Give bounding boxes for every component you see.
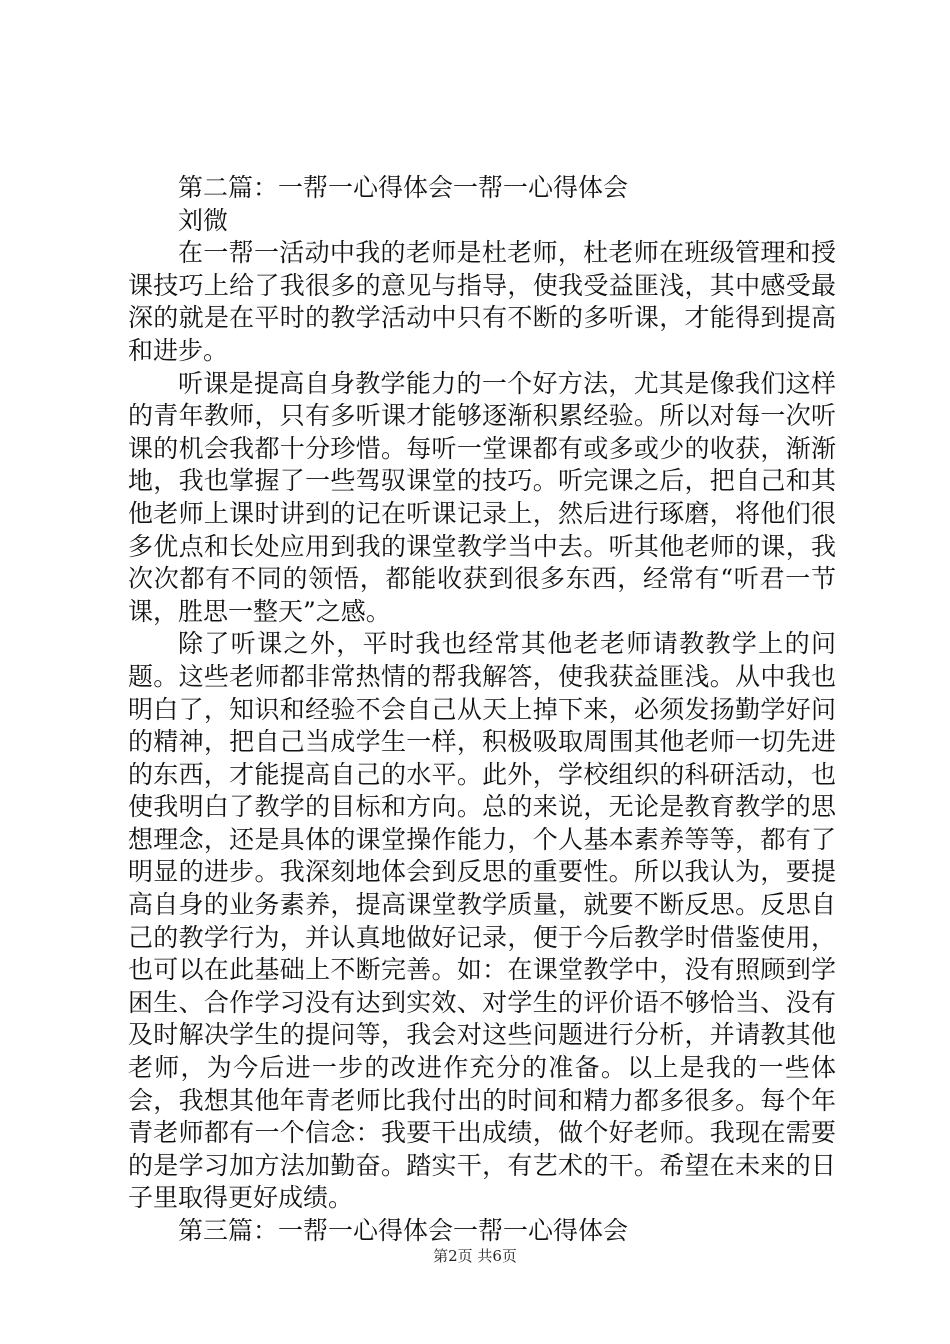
section-heading: 第三篇：一帮一心得体会一帮一心得体会 bbox=[178, 1216, 629, 1245]
section-heading: 第二篇：一帮一心得体会一帮一心得体会 bbox=[178, 173, 629, 202]
paragraph: 除了听课之外，平时我也经常其他老老师请教教学上的问题。这些老师都非常热情的帮我解答，使我获益匪浅。从中我也明白了，知识和经验不会自己从天上掉下来，必须发扬勤学好问的精神，把自己当成学生一样，积极吸取周围其他老师一切先进的东西，才能提高自己的水平。此外，学校组织的科研活动，也使我明白了教学的目标和方向。总的来说，无论是教育教学的思想理念，还是具体的课堂操作能力，个人基本素养等等，都有了明显的进步。我深刻地体会到反思的重要性。所以我认为，要提高自身的业务素养，提高课堂教学质量，就要不断反思。反思自己的教学行为，并认真地做好记录，便于今后教学时借鉴使用，也可以在此基础上不断完善。如：在课堂教学中，没有照顾到学困生、合作学习没有达到实效、对学生的评价语不够恰当、没有及时解决学生的提问等，我会对这些问题进行分析，并请教其他老师，为今后进一步的改进作充分的准备。以上是我的一些体会，我想其他年青老师比我付出的时间和精力都多很多。每个年青老师都有一个信念：我要干出成绩，做个好老师。我现在需要的是学习加方法加勤奋。踏实干，有艺术的干。希望在未来的日子里取得更好成绩。 bbox=[128, 629, 836, 1213]
document-body bbox=[128, 172, 836, 1248]
page-number: 第2页 共6页 bbox=[433, 1247, 517, 1265]
paragraph: 听课是提高自身教学能力的一个好方法，尤其是像我们这样的青年教师，只有多听课才能够逐渐积累经验。所以对每一次听课的机会我都十分珍惜。每听一堂课都有或多或少的收获，渐渐地，我也掌握了一些驾驭课堂的技巧。听完课之后，把自己和其他老师上课时讲到的记在听课记录上，然后进行琢磨，将他们很多优点和长处应用到我的课堂教学当中去。听其他老师的课，我次次都有不同的领悟，都能收获到很多东西，经常有“听君一节课，胜思一整天”之感。 bbox=[128, 368, 836, 626]
author-name: 刘微 bbox=[178, 205, 229, 235]
paragraph: 在一帮一活动中我的老师是杜老师，杜老师在班级管理和授课技巧上给了我很多的意见与指导，使我受益匪浅，其中感受最深的就是在平时的教学活动中只有不断的多听课，才能得到提高和进步。 bbox=[128, 238, 836, 365]
